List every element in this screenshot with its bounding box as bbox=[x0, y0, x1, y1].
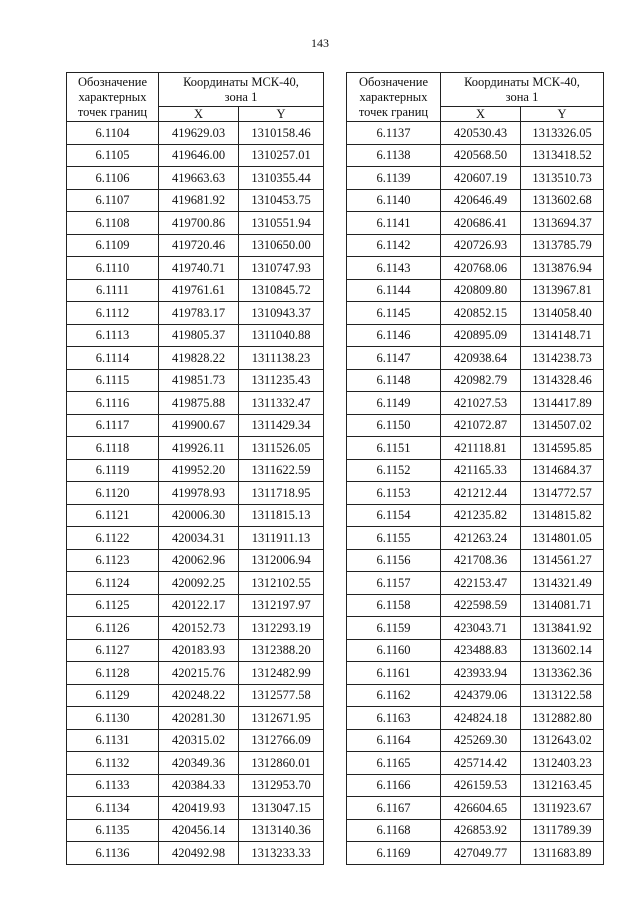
table-row bbox=[347, 504, 604, 527]
coordinates-header-line-1: Координаты МСК-40, bbox=[183, 74, 299, 89]
x-coordinate-cell: 419828.22 bbox=[159, 347, 239, 370]
point-id-cell: 6.1129 bbox=[67, 684, 159, 707]
x-coordinate-cell: 420092.25 bbox=[159, 572, 239, 595]
point-id-cell: 6.1131 bbox=[67, 729, 159, 752]
point-id-cell: 6.1152 bbox=[347, 459, 441, 482]
table-row bbox=[67, 167, 324, 190]
table-row bbox=[67, 504, 324, 527]
table-row bbox=[347, 234, 604, 257]
y-column-header: Y bbox=[521, 107, 604, 122]
point-id-cell: 6.1108 bbox=[67, 212, 159, 235]
point-id-cell: 6.1115 bbox=[67, 369, 159, 392]
y-coordinate-cell: 1314321.49 bbox=[521, 572, 604, 595]
table-row bbox=[347, 774, 604, 797]
point-id-cell: 6.1169 bbox=[347, 842, 441, 865]
designation-header-line-3: точек границ bbox=[358, 104, 429, 119]
y-coordinate-cell: 1310453.75 bbox=[239, 189, 324, 212]
table-row bbox=[67, 257, 324, 280]
table-row bbox=[347, 122, 604, 145]
x-coordinate-cell: 420349.36 bbox=[159, 752, 239, 775]
point-id-cell: 6.1104 bbox=[67, 122, 159, 145]
point-id-cell: 6.1164 bbox=[347, 729, 441, 752]
point-id-cell: 6.1112 bbox=[67, 302, 159, 325]
table-row bbox=[67, 437, 324, 460]
x-coordinate-cell: 420530.43 bbox=[441, 122, 521, 145]
y-coordinate-cell: 1314684.37 bbox=[521, 459, 604, 482]
table-row bbox=[67, 797, 324, 820]
point-id-cell: 6.1114 bbox=[67, 347, 159, 370]
x-coordinate-cell: 421118.81 bbox=[441, 437, 521, 460]
coordinates-header-line-2: зона 1 bbox=[505, 89, 539, 104]
y-coordinate-cell: 1312671.95 bbox=[239, 707, 324, 730]
y-coordinate-cell: 1312577.58 bbox=[239, 684, 324, 707]
table-row bbox=[347, 482, 604, 505]
x-coordinate-cell: 424824.18 bbox=[441, 707, 521, 730]
y-coordinate-cell: 1313122.58 bbox=[521, 684, 604, 707]
y-coordinate-cell: 1314801.05 bbox=[521, 527, 604, 550]
table-row bbox=[67, 347, 324, 370]
point-id-cell: 6.1142 bbox=[347, 234, 441, 257]
y-column-header: Y bbox=[239, 107, 324, 122]
y-coordinate-cell: 1310943.37 bbox=[239, 302, 324, 325]
point-id-cell: 6.1130 bbox=[67, 707, 159, 730]
table-row bbox=[67, 459, 324, 482]
point-id-cell: 6.1159 bbox=[347, 617, 441, 640]
y-coordinate-cell: 1311718.95 bbox=[239, 482, 324, 505]
table-row bbox=[67, 527, 324, 550]
x-coordinate-cell: 422598.59 bbox=[441, 594, 521, 617]
table-row bbox=[67, 234, 324, 257]
page-number: 143 bbox=[311, 36, 329, 50]
designation-header-line-1: Обозначение bbox=[358, 74, 429, 89]
y-coordinate-cell: 1311429.34 bbox=[239, 414, 324, 437]
y-coordinate-cell: 1312006.94 bbox=[239, 549, 324, 572]
table-row bbox=[347, 414, 604, 437]
x-coordinate-cell: 426853.92 bbox=[441, 819, 521, 842]
y-coordinate-cell: 1311040.88 bbox=[239, 324, 324, 347]
designation-header-line-2: характерных bbox=[78, 89, 147, 104]
point-id-cell: 6.1154 bbox=[347, 504, 441, 527]
y-coordinate-cell: 1313602.68 bbox=[521, 189, 604, 212]
x-coordinate-cell: 419646.00 bbox=[159, 144, 239, 167]
y-coordinate-cell: 1314772.57 bbox=[521, 482, 604, 505]
x-coordinate-cell: 423488.83 bbox=[441, 639, 521, 662]
x-coordinate-cell: 420034.31 bbox=[159, 527, 239, 550]
table-row bbox=[67, 594, 324, 617]
y-coordinate-cell: 1312163.45 bbox=[521, 774, 604, 797]
x-coordinate-cell: 419629.03 bbox=[159, 122, 239, 145]
y-coordinate-cell: 1313233.33 bbox=[239, 842, 324, 865]
point-id-cell: 6.1135 bbox=[67, 819, 159, 842]
table-row bbox=[347, 347, 604, 370]
y-coordinate-cell: 1312643.02 bbox=[521, 729, 604, 752]
table-row bbox=[347, 819, 604, 842]
table-row bbox=[347, 752, 604, 775]
x-coordinate-cell: 419978.93 bbox=[159, 482, 239, 505]
x-coordinate-cell: 420456.14 bbox=[159, 819, 239, 842]
y-coordinate-cell: 1310158.46 bbox=[239, 122, 324, 145]
table-row bbox=[347, 302, 604, 325]
x-coordinate-cell: 420183.93 bbox=[159, 639, 239, 662]
table-row bbox=[67, 752, 324, 775]
point-id-cell: 6.1157 bbox=[347, 572, 441, 595]
y-coordinate-cell: 1312860.01 bbox=[239, 752, 324, 775]
table-row bbox=[347, 459, 604, 482]
y-coordinate-cell: 1313140.36 bbox=[239, 819, 324, 842]
coordinates-header bbox=[441, 73, 604, 107]
designation-header bbox=[67, 73, 159, 122]
table-row bbox=[347, 639, 604, 662]
designation-header-line-2: характерных bbox=[359, 89, 428, 104]
x-coordinate-cell: 419875.88 bbox=[159, 392, 239, 415]
point-id-cell: 6.1109 bbox=[67, 234, 159, 257]
y-coordinate-cell: 1311789.39 bbox=[521, 819, 604, 842]
point-id-cell: 6.1107 bbox=[67, 189, 159, 212]
point-id-cell: 6.1144 bbox=[347, 279, 441, 302]
y-coordinate-cell: 1310257.01 bbox=[239, 144, 324, 167]
y-coordinate-cell: 1310355.44 bbox=[239, 167, 324, 190]
x-coordinate-cell: 420768.06 bbox=[441, 257, 521, 280]
y-coordinate-cell: 1312882.80 bbox=[521, 707, 604, 730]
table-row bbox=[67, 189, 324, 212]
x-coordinate-cell: 420384.33 bbox=[159, 774, 239, 797]
x-coordinate-cell: 420122.17 bbox=[159, 594, 239, 617]
point-id-cell: 6.1116 bbox=[67, 392, 159, 415]
x-coordinate-cell: 419900.67 bbox=[159, 414, 239, 437]
table-row bbox=[67, 842, 324, 865]
point-id-cell: 6.1158 bbox=[347, 594, 441, 617]
table-row bbox=[347, 527, 604, 550]
table-row bbox=[347, 617, 604, 640]
x-coordinate-cell: 420607.19 bbox=[441, 167, 521, 190]
x-coordinate-cell: 420726.93 bbox=[441, 234, 521, 257]
x-coordinate-cell: 419851.73 bbox=[159, 369, 239, 392]
y-coordinate-cell: 1311332.47 bbox=[239, 392, 324, 415]
point-id-cell: 6.1167 bbox=[347, 797, 441, 820]
x-coordinate-cell: 420938.64 bbox=[441, 347, 521, 370]
x-coordinate-cell: 421212.44 bbox=[441, 482, 521, 505]
x-coordinate-cell: 421708.36 bbox=[441, 549, 521, 572]
y-coordinate-cell: 1311911.13 bbox=[239, 527, 324, 550]
point-id-cell: 6.1128 bbox=[67, 662, 159, 685]
point-id-cell: 6.1145 bbox=[347, 302, 441, 325]
x-coordinate-cell: 424379.06 bbox=[441, 684, 521, 707]
y-coordinate-cell: 1313362.36 bbox=[521, 662, 604, 685]
designation-header-line-1: Обозначение bbox=[77, 74, 148, 89]
y-coordinate-cell: 1313326.05 bbox=[521, 122, 604, 145]
y-coordinate-cell: 1311526.05 bbox=[239, 437, 324, 460]
table-row bbox=[347, 707, 604, 730]
y-coordinate-cell: 1313785.79 bbox=[521, 234, 604, 257]
point-id-cell: 6.1124 bbox=[67, 572, 159, 595]
coordinates-table-right bbox=[346, 72, 604, 865]
table-row bbox=[347, 842, 604, 865]
table-row bbox=[67, 662, 324, 685]
y-coordinate-cell: 1311923.67 bbox=[521, 797, 604, 820]
y-coordinate-cell: 1312102.55 bbox=[239, 572, 324, 595]
point-id-cell: 6.1137 bbox=[347, 122, 441, 145]
x-column-header: X bbox=[159, 107, 239, 122]
y-coordinate-cell: 1312766.09 bbox=[239, 729, 324, 752]
point-id-cell: 6.1117 bbox=[67, 414, 159, 437]
table-row bbox=[347, 684, 604, 707]
table-row bbox=[67, 369, 324, 392]
x-coordinate-cell: 422153.47 bbox=[441, 572, 521, 595]
x-coordinate-cell: 419663.63 bbox=[159, 167, 239, 190]
y-coordinate-cell: 1312403.23 bbox=[521, 752, 604, 775]
y-coordinate-cell: 1312388.20 bbox=[239, 639, 324, 662]
table-row bbox=[347, 189, 604, 212]
table-row bbox=[67, 572, 324, 595]
table-row bbox=[347, 797, 604, 820]
point-id-cell: 6.1127 bbox=[67, 639, 159, 662]
x-coordinate-cell: 419952.20 bbox=[159, 459, 239, 482]
table-row bbox=[67, 482, 324, 505]
x-coordinate-cell: 419720.46 bbox=[159, 234, 239, 257]
x-coordinate-cell: 420315.02 bbox=[159, 729, 239, 752]
y-coordinate-cell: 1310747.93 bbox=[239, 257, 324, 280]
point-id-cell: 6.1140 bbox=[347, 189, 441, 212]
table-row bbox=[67, 392, 324, 415]
point-id-cell: 6.1121 bbox=[67, 504, 159, 527]
point-id-cell: 6.1147 bbox=[347, 347, 441, 370]
x-coordinate-cell: 419700.86 bbox=[159, 212, 239, 235]
x-coordinate-cell: 421072.87 bbox=[441, 414, 521, 437]
coordinates-header bbox=[159, 73, 324, 107]
point-id-cell: 6.1168 bbox=[347, 819, 441, 842]
point-id-cell: 6.1166 bbox=[347, 774, 441, 797]
y-coordinate-cell: 1314238.73 bbox=[521, 347, 604, 370]
x-coordinate-cell: 426604.65 bbox=[441, 797, 521, 820]
y-coordinate-cell: 1312482.99 bbox=[239, 662, 324, 685]
point-id-cell: 6.1149 bbox=[347, 392, 441, 415]
table-row bbox=[347, 549, 604, 572]
point-id-cell: 6.1146 bbox=[347, 324, 441, 347]
x-column-header: X bbox=[441, 107, 521, 122]
point-id-cell: 6.1136 bbox=[67, 842, 159, 865]
table-row bbox=[67, 279, 324, 302]
table-row bbox=[347, 369, 604, 392]
x-coordinate-cell: 423933.94 bbox=[441, 662, 521, 685]
y-coordinate-cell: 1311683.89 bbox=[521, 842, 604, 865]
table-row bbox=[347, 144, 604, 167]
y-coordinate-cell: 1314815.82 bbox=[521, 504, 604, 527]
point-id-cell: 6.1139 bbox=[347, 167, 441, 190]
table-row bbox=[67, 707, 324, 730]
y-coordinate-cell: 1310551.94 bbox=[239, 212, 324, 235]
coordinates-header-line-2: зона 1 bbox=[224, 89, 258, 104]
table-body-right bbox=[347, 122, 604, 865]
point-id-cell: 6.1120 bbox=[67, 482, 159, 505]
table-row bbox=[347, 594, 604, 617]
y-coordinate-cell: 1311622.59 bbox=[239, 459, 324, 482]
point-id-cell: 6.1122 bbox=[67, 527, 159, 550]
point-id-cell: 6.1126 bbox=[67, 617, 159, 640]
point-id-cell: 6.1113 bbox=[67, 324, 159, 347]
y-coordinate-cell: 1314417.89 bbox=[521, 392, 604, 415]
point-id-cell: 6.1143 bbox=[347, 257, 441, 280]
x-coordinate-cell: 420646.49 bbox=[441, 189, 521, 212]
x-coordinate-cell: 420492.98 bbox=[159, 842, 239, 865]
point-id-cell: 6.1105 bbox=[67, 144, 159, 167]
designation-header-line-3: точек границ bbox=[77, 104, 148, 119]
table-row bbox=[347, 729, 604, 752]
y-coordinate-cell: 1313841.92 bbox=[521, 617, 604, 640]
point-id-cell: 6.1160 bbox=[347, 639, 441, 662]
point-id-cell: 6.1110 bbox=[67, 257, 159, 280]
point-id-cell: 6.1162 bbox=[347, 684, 441, 707]
table-row bbox=[347, 212, 604, 235]
y-coordinate-cell: 1313510.73 bbox=[521, 167, 604, 190]
x-coordinate-cell: 425269.30 bbox=[441, 729, 521, 752]
point-id-cell: 6.1161 bbox=[347, 662, 441, 685]
table-row bbox=[67, 212, 324, 235]
x-coordinate-cell: 419681.92 bbox=[159, 189, 239, 212]
point-id-cell: 6.1153 bbox=[347, 482, 441, 505]
designation-header bbox=[347, 73, 441, 122]
point-id-cell: 6.1138 bbox=[347, 144, 441, 167]
y-coordinate-cell: 1310845.72 bbox=[239, 279, 324, 302]
x-coordinate-cell: 423043.71 bbox=[441, 617, 521, 640]
x-coordinate-cell: 420809.80 bbox=[441, 279, 521, 302]
table-row bbox=[67, 324, 324, 347]
y-coordinate-cell: 1312197.97 bbox=[239, 594, 324, 617]
y-coordinate-cell: 1314595.85 bbox=[521, 437, 604, 460]
point-id-cell: 6.1132 bbox=[67, 752, 159, 775]
y-coordinate-cell: 1313967.81 bbox=[521, 279, 604, 302]
table-row bbox=[67, 684, 324, 707]
x-coordinate-cell: 420062.96 bbox=[159, 549, 239, 572]
point-id-cell: 6.1118 bbox=[67, 437, 159, 460]
x-coordinate-cell: 420152.73 bbox=[159, 617, 239, 640]
y-coordinate-cell: 1313047.15 bbox=[239, 797, 324, 820]
table-row bbox=[67, 302, 324, 325]
point-id-cell: 6.1156 bbox=[347, 549, 441, 572]
table-body-left bbox=[67, 122, 324, 865]
y-coordinate-cell: 1311138.23 bbox=[239, 347, 324, 370]
x-coordinate-cell: 421027.53 bbox=[441, 392, 521, 415]
point-id-cell: 6.1134 bbox=[67, 797, 159, 820]
y-coordinate-cell: 1312953.70 bbox=[239, 774, 324, 797]
point-id-cell: 6.1111 bbox=[67, 279, 159, 302]
table-row bbox=[347, 662, 604, 685]
point-id-cell: 6.1119 bbox=[67, 459, 159, 482]
x-coordinate-cell: 420852.15 bbox=[441, 302, 521, 325]
y-coordinate-cell: 1312293.19 bbox=[239, 617, 324, 640]
x-coordinate-cell: 420982.79 bbox=[441, 369, 521, 392]
coordinates-table-left bbox=[66, 72, 324, 865]
y-coordinate-cell: 1314081.71 bbox=[521, 594, 604, 617]
x-coordinate-cell: 420006.30 bbox=[159, 504, 239, 527]
point-id-cell: 6.1155 bbox=[347, 527, 441, 550]
point-id-cell: 6.1125 bbox=[67, 594, 159, 617]
y-coordinate-cell: 1313418.52 bbox=[521, 144, 604, 167]
x-coordinate-cell: 419805.37 bbox=[159, 324, 239, 347]
x-coordinate-cell: 427049.77 bbox=[441, 842, 521, 865]
point-id-cell: 6.1151 bbox=[347, 437, 441, 460]
y-coordinate-cell: 1314328.46 bbox=[521, 369, 604, 392]
x-coordinate-cell: 421165.33 bbox=[441, 459, 521, 482]
table-row bbox=[67, 144, 324, 167]
x-coordinate-cell: 419740.71 bbox=[159, 257, 239, 280]
table-row bbox=[347, 257, 604, 280]
point-id-cell: 6.1165 bbox=[347, 752, 441, 775]
table-row bbox=[67, 639, 324, 662]
point-id-cell: 6.1163 bbox=[347, 707, 441, 730]
table-row bbox=[67, 414, 324, 437]
point-id-cell: 6.1106 bbox=[67, 167, 159, 190]
table-row bbox=[67, 729, 324, 752]
x-coordinate-cell: 420895.09 bbox=[441, 324, 521, 347]
point-id-cell: 6.1148 bbox=[347, 369, 441, 392]
table-row bbox=[347, 572, 604, 595]
y-coordinate-cell: 1314507.02 bbox=[521, 414, 604, 437]
y-coordinate-cell: 1311815.13 bbox=[239, 504, 324, 527]
point-id-cell: 6.1141 bbox=[347, 212, 441, 235]
x-coordinate-cell: 420248.22 bbox=[159, 684, 239, 707]
table-row bbox=[67, 774, 324, 797]
point-id-cell: 6.1123 bbox=[67, 549, 159, 572]
x-coordinate-cell: 421235.82 bbox=[441, 504, 521, 527]
x-coordinate-cell: 420281.30 bbox=[159, 707, 239, 730]
y-coordinate-cell: 1313602.14 bbox=[521, 639, 604, 662]
table-row bbox=[67, 617, 324, 640]
y-coordinate-cell: 1314058.40 bbox=[521, 302, 604, 325]
table-row bbox=[347, 279, 604, 302]
point-id-cell: 6.1133 bbox=[67, 774, 159, 797]
table-row bbox=[347, 324, 604, 347]
table-row bbox=[67, 819, 324, 842]
table-row bbox=[347, 167, 604, 190]
x-coordinate-cell: 419783.17 bbox=[159, 302, 239, 325]
y-coordinate-cell: 1313876.94 bbox=[521, 257, 604, 280]
x-coordinate-cell: 425714.42 bbox=[441, 752, 521, 775]
x-coordinate-cell: 421263.24 bbox=[441, 527, 521, 550]
x-coordinate-cell: 420215.76 bbox=[159, 662, 239, 685]
table-row bbox=[67, 122, 324, 145]
coordinates-header-line-1: Координаты МСК-40, bbox=[464, 74, 580, 89]
point-id-cell: 6.1150 bbox=[347, 414, 441, 437]
x-coordinate-cell: 419926.11 bbox=[159, 437, 239, 460]
x-coordinate-cell: 420686.41 bbox=[441, 212, 521, 235]
table-row bbox=[347, 392, 604, 415]
y-coordinate-cell: 1314561.27 bbox=[521, 549, 604, 572]
y-coordinate-cell: 1310650.00 bbox=[239, 234, 324, 257]
x-coordinate-cell: 426159.53 bbox=[441, 774, 521, 797]
x-coordinate-cell: 419761.61 bbox=[159, 279, 239, 302]
x-coordinate-cell: 420568.50 bbox=[441, 144, 521, 167]
table-row bbox=[347, 437, 604, 460]
y-coordinate-cell: 1314148.71 bbox=[521, 324, 604, 347]
y-coordinate-cell: 1313694.37 bbox=[521, 212, 604, 235]
table-row bbox=[67, 549, 324, 572]
y-coordinate-cell: 1311235.43 bbox=[239, 369, 324, 392]
x-coordinate-cell: 420419.93 bbox=[159, 797, 239, 820]
